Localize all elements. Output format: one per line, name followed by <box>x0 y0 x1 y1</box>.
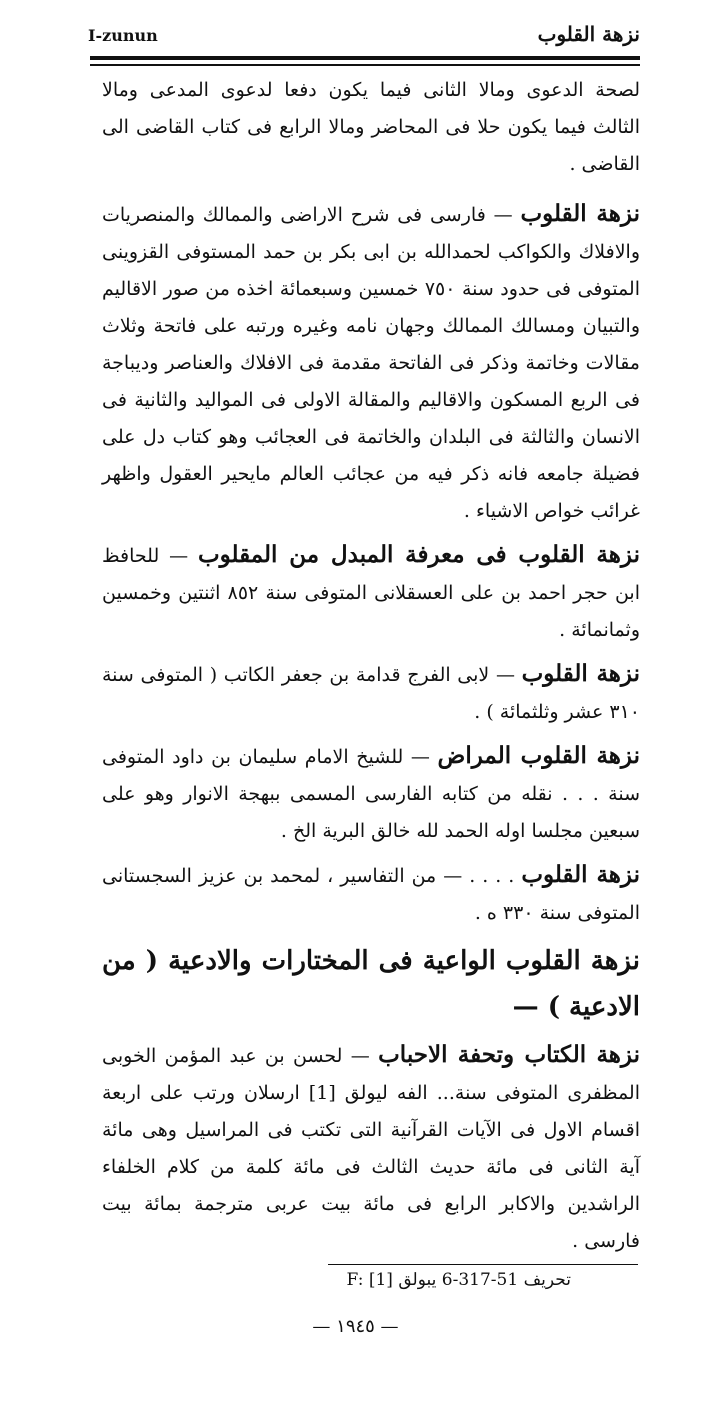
entry-text: — لابى الفرج قدامة بن جعفر الكاتب ( المتوفى سنة ٣١٠ عشر وثلثمائة ) . <box>102 664 640 723</box>
entry-text: — لحسن بن عبد المؤمن الخوبى المظفرى المتوفى سنة... الفه ليولق [1] ارسلان ورتب على اربعة اقسام الاول فى الآيات القرآنية التى تكتب فى المراسيل وهى مائة آية الثانى فى مائة حديث الثالث فى مائة كلمة من كلام الخلفاء الراشدين والاكابر الرابع فى مائة بيت عربى مترجمة بمائة بيت فارسى . <box>102 1045 640 1252</box>
entry-al-waiya <box>102 938 640 1030</box>
entry-title: نزهة القلوب الواعية فى المختارات والادعية ( من الادعية ) — <box>102 946 640 1022</box>
entry-nuzhat-al-qulub-persian <box>102 195 640 530</box>
entry-text: — للشيخ الامام سليمان بن داود المتوفى سنة . . . نقله من كتابه الفارسى المسمى ببهجة الانوار وهو على سبعين مجلسا اوله الحمد لله خالق البرية الخ . <box>102 746 640 842</box>
running-head <box>88 22 640 52</box>
footnote: تحريف 51-317-6 يبولق F: [1] <box>346 1270 571 1290</box>
entry-title: نزهة القلوب <box>520 200 640 227</box>
header-rule-thin <box>90 64 640 66</box>
entry-qulub-al-miraz <box>102 737 640 850</box>
entry-title: نزهة القلوب فى معرفة المبدل من المقلوب <box>197 541 640 568</box>
entry-title: نزهة القلوب <box>521 861 640 888</box>
entry-sijistani <box>102 856 640 932</box>
entry-nuzhat-al-kuttab <box>102 1036 640 1260</box>
entry-text: . . . . — من التفاسير ، لمحمد بن عزيز السجستانى المتوفى سنة ٣٣٠ ه . <box>102 865 640 924</box>
page-body <box>102 72 640 1266</box>
entry-title: نزهة الكتاب وتحفة الاحباب <box>378 1041 641 1068</box>
entry-title: نزهة القلوب المراض <box>437 742 640 769</box>
entry-text: — للحافظ ابن حجر احمد بن على العسقلانى المتوفى سنة ٨٥٢ اثنتين وخمسين وثمانمائة . <box>102 545 640 641</box>
entry-text: — فارسى فى شرح الاراضى والممالك والمنصريات والافلاك والكواكب لحمدالله بن ابى بكر بن حمد المستوفى القزوينى المتوفى فى حدود سنة ٧٥٠ خمسين وسبعمائة اخذه من صور الاقاليم والتبيان ومسالك الممالك وجهان نامه وغيره ورتبه على فاتحة وثلاث مقالات وخاتمة وذكر فى الفاتحة مقدمة فى الافلاك والعناصر وديباجة فى الربع المسكون والاقاليم والمقالة الاولى فى المواليد والثانية فى الانسان والثالثة فى البلدان والخاتمة فى العجائب وهو كتاب دل على فضيلة جامعه فانه ذكر فيه من عجائب العالم مايحير العقول واظهر غرائب خواص الاشياء . <box>102 204 640 522</box>
header-rule-thick <box>90 56 640 60</box>
entry-title: نزهة القلوب <box>521 660 640 687</box>
footnote-rule <box>328 1264 638 1265</box>
page-number: — ١٩٤٥ — <box>312 1316 399 1337</box>
running-head-left: I-zunun <box>88 26 158 45</box>
continuation-paragraph: لصحة الدعوى ومالا الثانى فيما يكون دفعا لدعوى المدعى ومالا الثالث فيما يكون حلا فى المحاضر ومالا الرابع فى كتاب القاضى الى القاضى . <box>102 79 640 175</box>
entry-mubdal-min-al-maqlub <box>102 536 640 649</box>
running-head-right: نزهة القلوب <box>537 22 640 46</box>
entry-qudama <box>102 655 640 731</box>
